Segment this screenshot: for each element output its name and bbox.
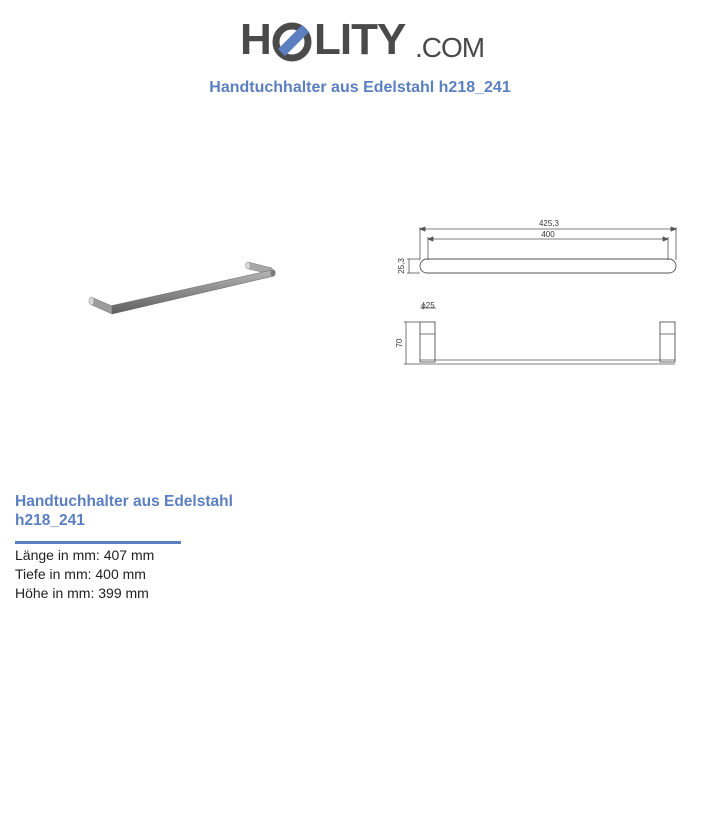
dim-overall-width: 425,3 bbox=[538, 219, 560, 228]
dim-height-side: 70 bbox=[395, 338, 404, 348]
title-divider bbox=[15, 541, 181, 544]
spec-list bbox=[15, 546, 154, 603]
spec-depth: Tiefe in mm: 400 mm bbox=[15, 566, 146, 582]
product-image bbox=[82, 250, 282, 330]
dim-height-top: 25,3 bbox=[397, 258, 406, 274]
product-title bbox=[15, 492, 275, 530]
logo-letter-h: H bbox=[240, 15, 271, 64]
spec-height: Höhe in mm: 399 mm bbox=[15, 585, 149, 601]
logo-letters-lity: LITY bbox=[314, 15, 406, 64]
product-title-line1: Handtuchhalter aus Edelstahl bbox=[15, 493, 233, 510]
product-title-line2: h218_241 bbox=[15, 512, 85, 529]
logo-domain: .COM bbox=[415, 32, 485, 63]
logo-ring-icon bbox=[272, 22, 312, 62]
dim-diameter: ϕ25 bbox=[421, 301, 435, 310]
page-title: Handtuchhalter aus Edelstahl h218_241 bbox=[209, 79, 511, 96]
dim-bar-width: 400 bbox=[541, 230, 555, 239]
brand-logo bbox=[240, 12, 485, 68]
spec-length: Länge in mm: 407 mm bbox=[15, 547, 155, 563]
technical-drawing bbox=[392, 210, 692, 375]
